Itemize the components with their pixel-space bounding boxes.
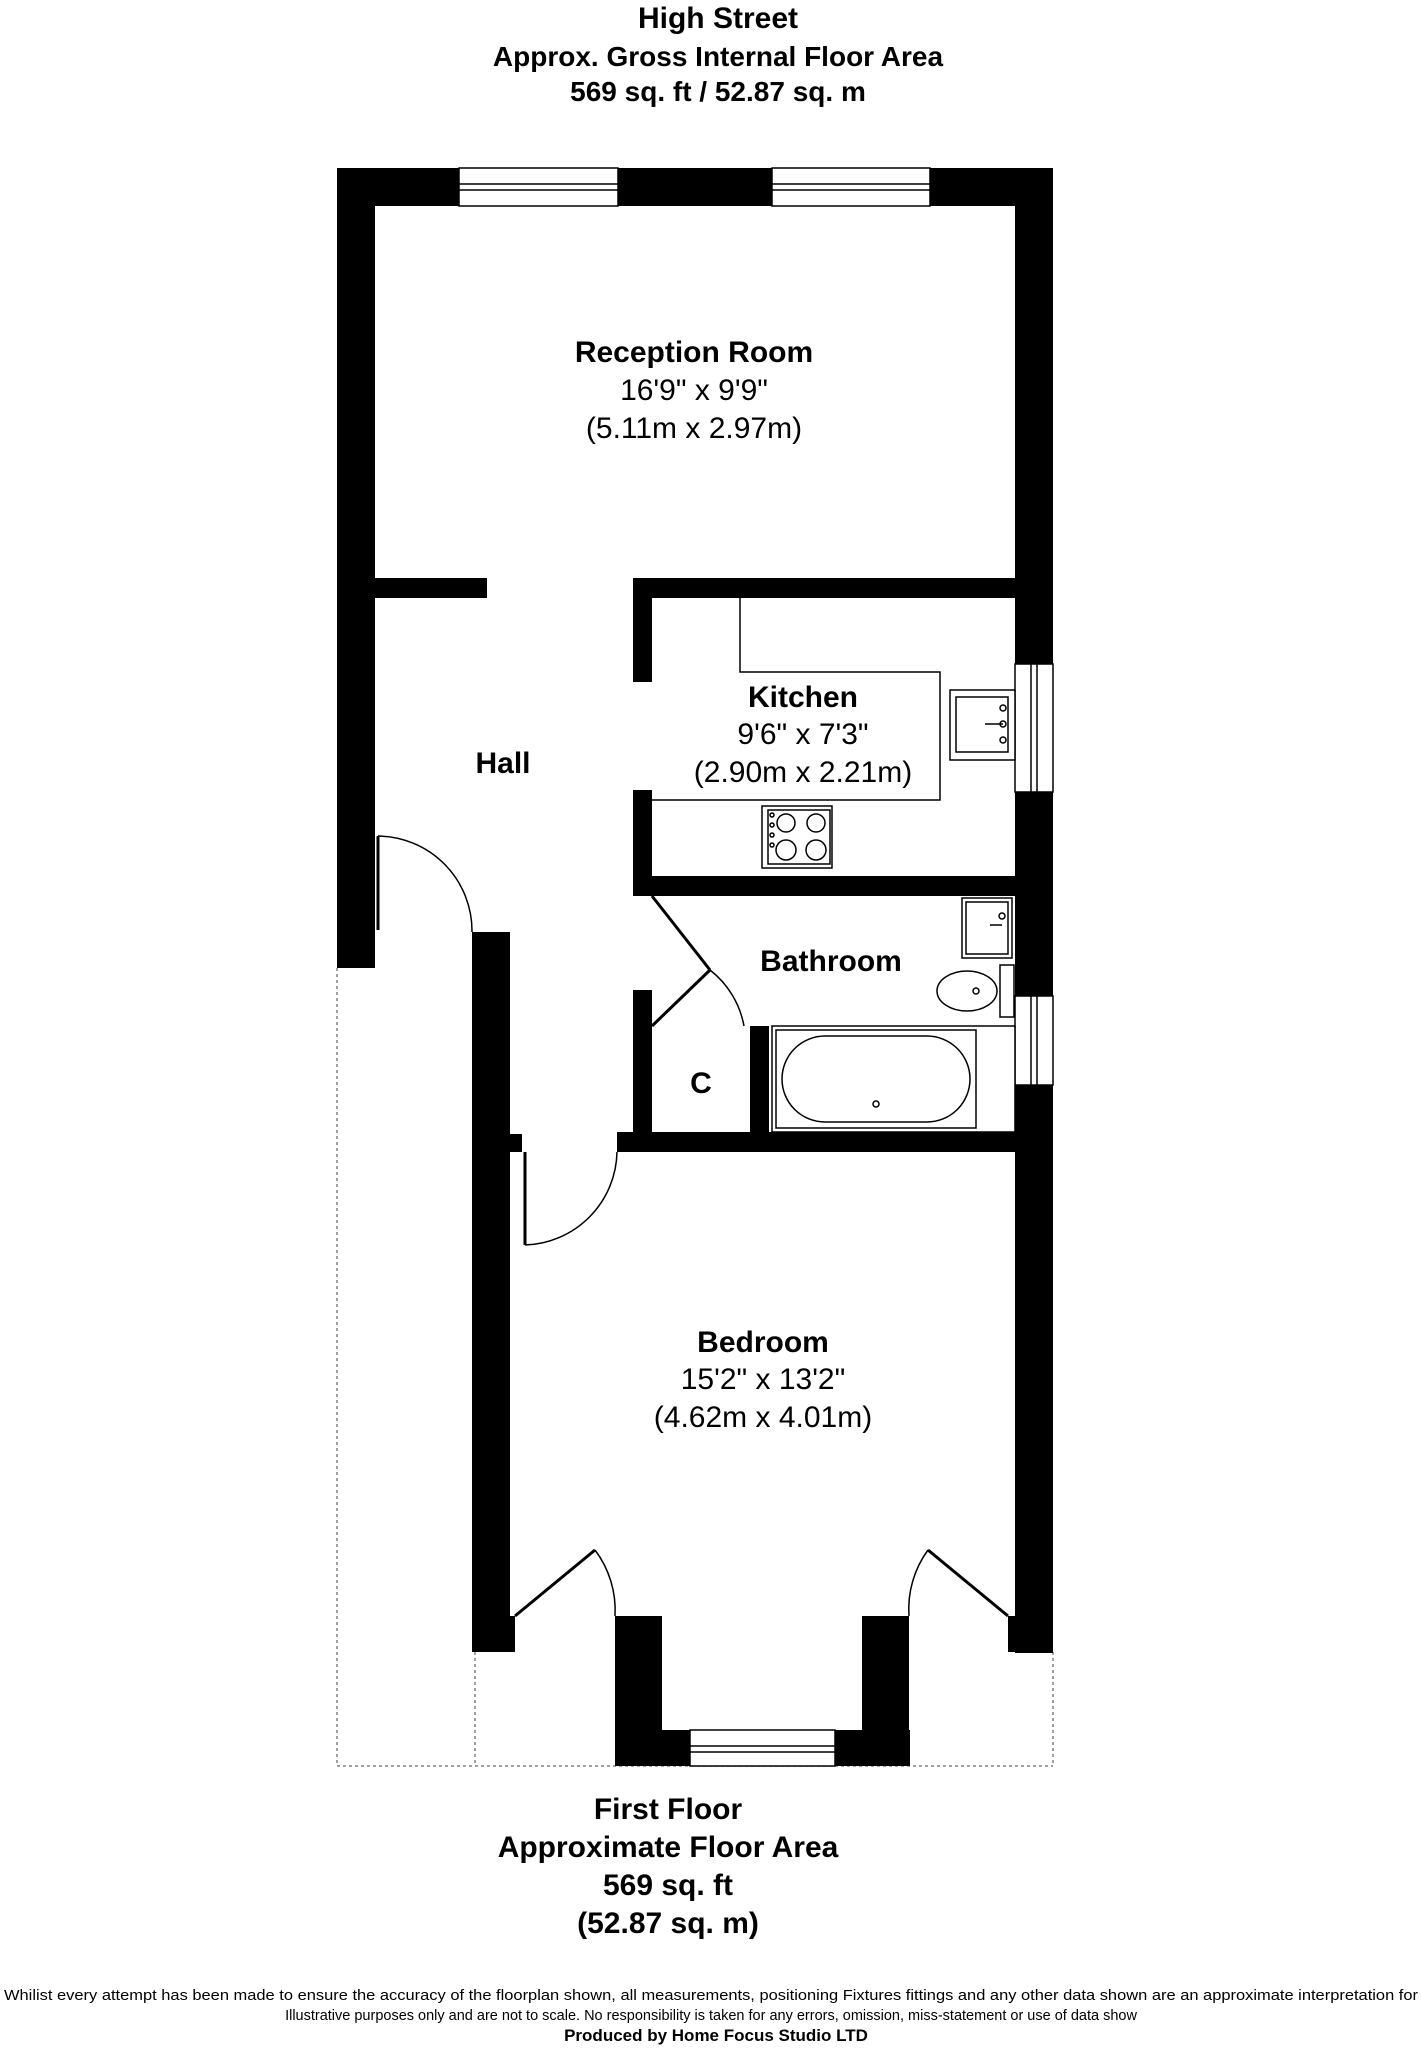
walls [337, 168, 1053, 1766]
floor-summary [498, 1793, 839, 1940]
credit-line: Produced by Home Focus Studio LTD [564, 2026, 868, 2045]
room-dim-imperial-bedroom: 15'2" x 13'2" [680, 1363, 846, 1396]
room-name-cupboard: C [690, 1067, 712, 1100]
disclaimer-line-2: Illustrative purposes only and are not to scale. No responsibility is taken for any errors, omission, miss-statement or use of data show [285, 2008, 1137, 2024]
room-label-kitchen [694, 681, 912, 789]
floor-area-imperial: 569 sq. ft [602, 1869, 734, 1902]
windows [459, 168, 1053, 1766]
plan-title: High Street [637, 2, 799, 35]
room-label-bedroom [654, 1326, 872, 1434]
floor-subtitle: Approximate Floor Area [497, 1831, 839, 1864]
floor-name: First Floor [593, 1793, 743, 1826]
room-label-reception [575, 336, 813, 445]
bathroom-fittings [772, 898, 1015, 1132]
room-dim-imperial-reception: 16'9" x 9'9" [620, 374, 768, 407]
room-name-hall: Hall [475, 747, 531, 780]
room-dim-metric-bedroom: (4.62m x 4.01m) [653, 1401, 873, 1434]
footer [4, 1988, 1418, 2045]
room-name-bedroom: Bedroom [697, 1326, 829, 1359]
plan-area: 569 sq. ft / 52.87 sq. m [570, 76, 866, 107]
room-name-bathroom: Bathroom [760, 945, 902, 978]
room-name-kitchen: Kitchen [747, 681, 859, 714]
disclaimer-line-1: Whilist every attempt has been made to ensure the accuracy of the floorplan shown, all measurements, positioning Fixtures fittings and any other data shown are an approximate interpretation for [4, 1988, 1419, 2004]
plan-subtitle: Approx. Gross Internal Floor Area [492, 41, 944, 72]
room-dim-metric-kitchen: (2.90m x 2.21m) [693, 756, 913, 789]
room-dim-imperial-kitchen: 9'6" x 7'3" [737, 718, 869, 751]
floor-area-metric: (52.87 sq. m) [577, 1907, 759, 1940]
room-name-reception: Reception Room [574, 336, 814, 369]
room-dim-metric-reception: (5.11m x 2.97m) [585, 412, 803, 445]
